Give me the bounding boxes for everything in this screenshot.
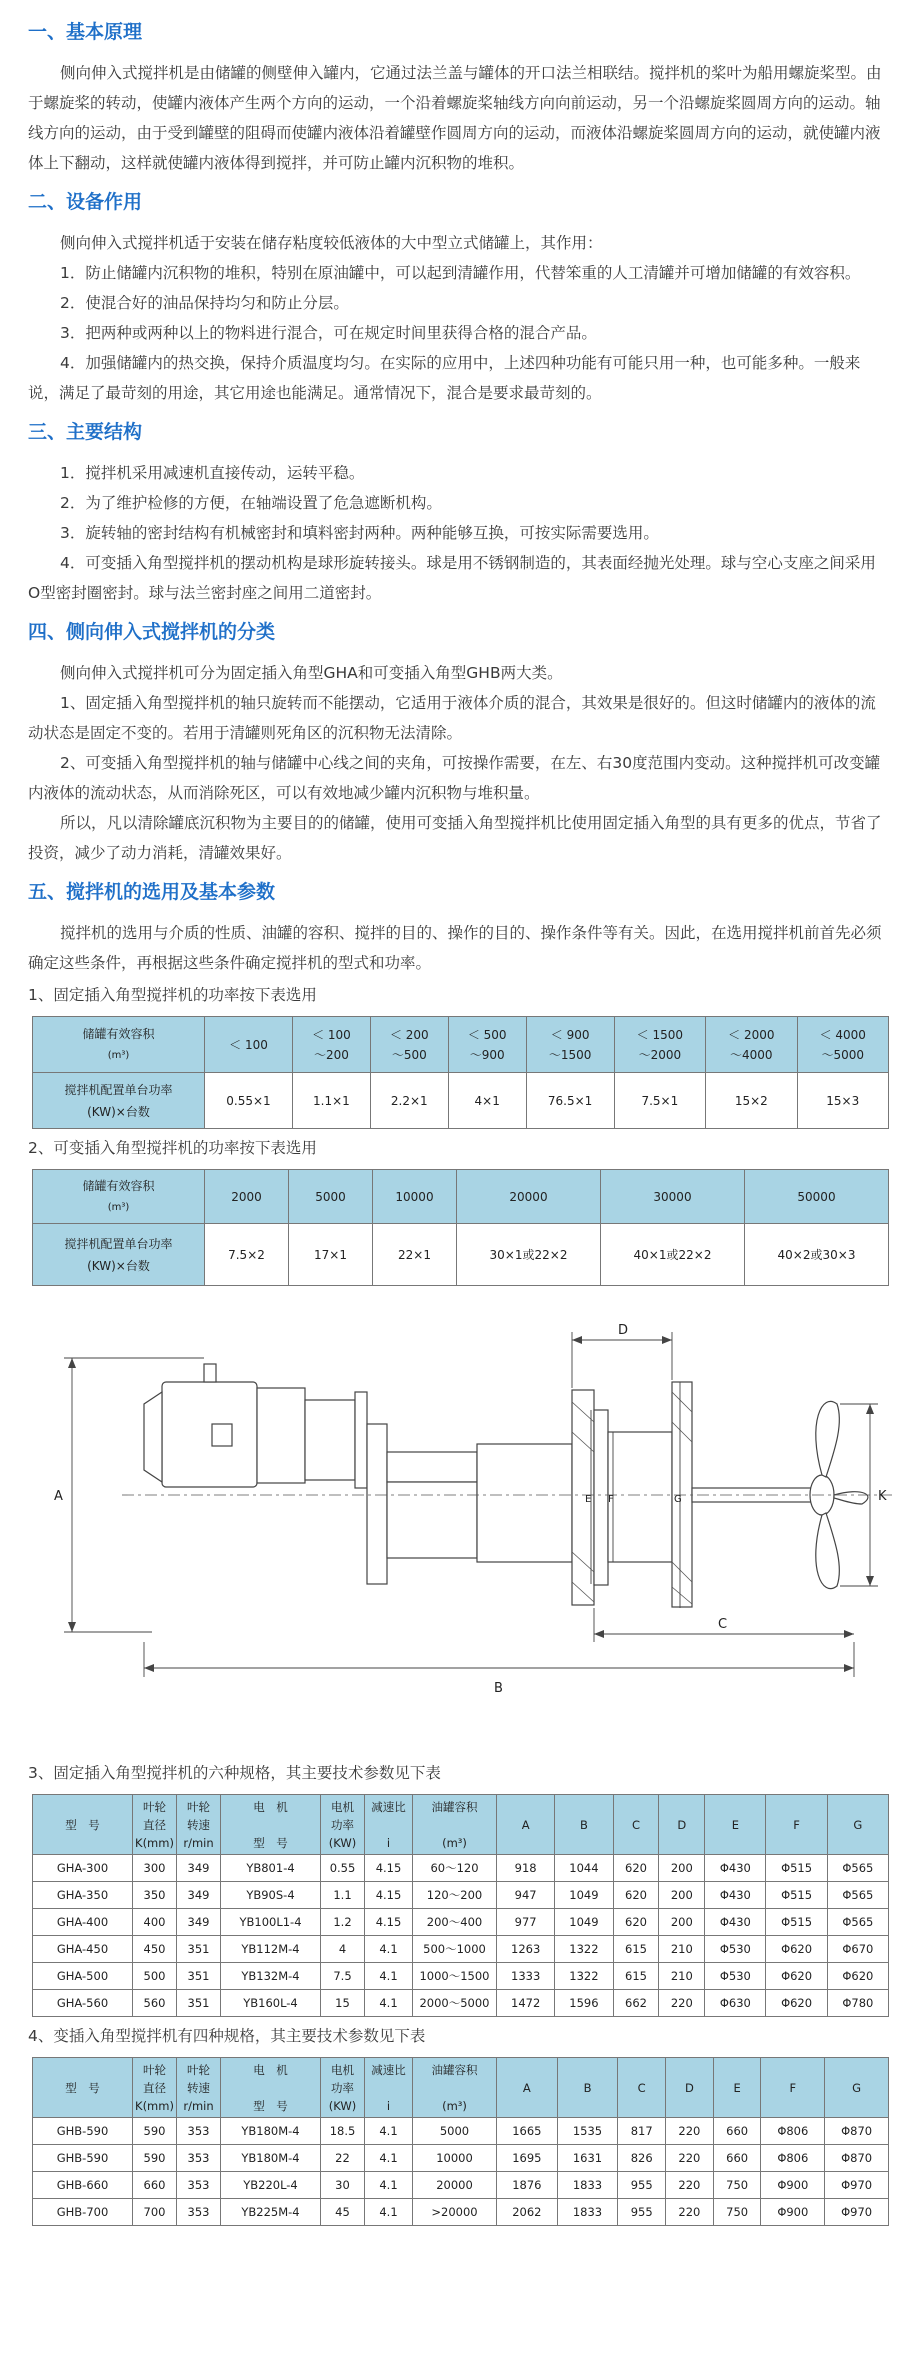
table-cell: 40×1或22×2: [601, 1224, 745, 1286]
coupling: [355, 1392, 367, 1488]
table-header-cell: B: [557, 2058, 618, 2118]
classification-item: 2、可变插入角型搅拌机的轴与储罐中心线之间的夹角，可按操作需要，在左、右30度范围内变动。这种搅拌机可改变罐内液体的流动状态，从而消除死区，可以有效地减少罐内沉积物与堆积量。: [28, 754, 881, 802]
table-cell: 351: [177, 1963, 221, 1990]
seal-box: [477, 1444, 572, 1562]
table-cell: 349: [177, 1855, 221, 1882]
table-row: [33, 1936, 889, 1963]
table-cell: 351: [177, 1936, 221, 1963]
table-cell: Φ620: [827, 1963, 888, 1990]
table-row: [33, 2118, 889, 2145]
table-header-cell: ＜ 900 ～1500: [526, 1017, 614, 1073]
table-row: [33, 2172, 889, 2199]
function-item: 1．防止储罐内沉积物的堆积，特别在原油罐中，可以起到清罐作用，代替笨重的人工清罐并可增加储罐的有效容积。: [60, 264, 861, 282]
table-header-cell: F: [766, 1795, 827, 1855]
classification-item: 1、固定插入角型搅拌机的轴只旋转而不能摆动，它适用于液体介质的混合，其效果是很好的。但这时储罐内的液体的流动状态是固定不变的。若用于清罐则死角区的沉积物无法清除。: [28, 694, 876, 742]
table-cell: YB180M-4: [221, 2145, 321, 2172]
table-cell: 1044: [555, 1855, 613, 1882]
dimension-label-a: A: [54, 1489, 63, 1504]
support-bracket: [367, 1424, 387, 1584]
table-header-cell: 储罐有效容积 (m³): [33, 1017, 205, 1073]
table-cell: 5000: [413, 2118, 497, 2145]
table-cell: 4.1: [365, 1963, 413, 1990]
table-cell: GHB-700: [33, 2199, 133, 2226]
table-cell: 76.5×1: [526, 1073, 614, 1129]
table2-caption: 2、可变插入角型搅拌机的功率按下表选用: [28, 1139, 317, 1157]
table-cell: Φ630: [705, 1990, 766, 2017]
table-row-head: 搅拌机配置单台功率 (KW)×台数: [33, 1224, 205, 1286]
table-cell: 1596: [555, 1990, 613, 2017]
section-title-function: 二、设备作用: [28, 191, 143, 213]
table-cell: GHB-590: [33, 2118, 133, 2145]
table-cell: 1049: [555, 1909, 613, 1936]
table-header-cell: ＜ 2000 ～4000: [706, 1017, 797, 1073]
table-cell: 30: [321, 2172, 365, 2199]
table-cell: 590: [133, 2145, 177, 2172]
table-cell: 1472: [497, 1990, 555, 2017]
table-cell: GHB-590: [33, 2145, 133, 2172]
table-row: [33, 2199, 889, 2226]
table-row-head: 搅拌机配置单台功率 (KW)×台数: [33, 1073, 205, 1129]
table-header-cell: 油罐容积 (m³): [413, 2058, 497, 2118]
table-cell: 0.55: [321, 1855, 365, 1882]
table-cell: Φ970: [825, 2199, 889, 2226]
table-cell: 947: [497, 1882, 555, 1909]
table-cell: 40×2或30×3: [745, 1224, 889, 1286]
table-cell: 1322: [555, 1963, 613, 1990]
table-cell: 10000: [413, 2145, 497, 2172]
table-header-cell: 电 机 型 号: [221, 1795, 321, 1855]
table-cell: 660: [133, 2172, 177, 2199]
motor-lifting-eye: [204, 1364, 216, 1382]
table-cell: 4.1: [365, 1936, 413, 1963]
table-cell: 4.15: [365, 1882, 413, 1909]
section-title-structure: 三、主要结构: [28, 421, 143, 443]
table-header-cell: ＜ 500 ～900: [448, 1017, 526, 1073]
table-header-cell: B: [555, 1795, 613, 1855]
table-cell: YB100L1-4: [221, 1909, 321, 1936]
table-cell: 615: [613, 1963, 659, 1990]
table-cell: 1695: [497, 2145, 558, 2172]
table-header-cell: 30000: [601, 1170, 745, 1224]
table-cell: 977: [497, 1909, 555, 1936]
table-cell: 1833: [557, 2172, 618, 2199]
structure-item: 2．为了维护检修的方便，在轴端设置了危急遮断机构。: [60, 494, 442, 512]
table-cell: 20000: [413, 2172, 497, 2199]
table-cell: 660: [713, 2118, 761, 2145]
table-row: [33, 1990, 889, 2017]
table-cell: 4.15: [365, 1909, 413, 1936]
table-cell: 1000～1500: [413, 1963, 497, 1990]
table3-caption: 3、固定插入角型搅拌机的六种规格，其主要技术参数见下表: [28, 1764, 441, 1782]
table-cell: YB180M-4: [221, 2118, 321, 2145]
table-header-cell: 5000: [289, 1170, 373, 1224]
table-header-cell: 储罐有效容积 (m³): [33, 1170, 205, 1224]
table-cell: 620: [613, 1855, 659, 1882]
table-cell: 200: [659, 1909, 705, 1936]
table-cell: 220: [666, 2145, 714, 2172]
table-cell: 620: [613, 1909, 659, 1936]
table-header-cell: 减速比 i: [365, 2058, 413, 2118]
table-header-cell: 10000: [373, 1170, 457, 1224]
table-row: [33, 1963, 889, 1990]
table-cell: GHA-560: [33, 1990, 133, 2017]
classification-item: 所以，凡以清除罐底沉积物为主要目的的储罐，使用可变插入角型搅拌机比使用固定插入角型的具有更多的优点，节省了投资，减少了动力消耗，清罐效果好。: [28, 814, 882, 862]
table-cell: 662: [613, 1990, 659, 2017]
table-cell: 220: [666, 2118, 714, 2145]
table-cell: 4.1: [365, 2118, 413, 2145]
table-cell: GHA-350: [33, 1882, 133, 1909]
table-cell: 1631: [557, 2145, 618, 2172]
motor-terminal-box: [212, 1424, 232, 1446]
table-header-cell: 叶轮 直径 K(mm): [133, 1795, 177, 1855]
table-cell: 2000～5000: [413, 1990, 497, 2017]
table-header-cell: E: [705, 1795, 766, 1855]
table-cell: 7.5×1: [614, 1073, 705, 1129]
table-cell: 7.5: [321, 1963, 365, 1990]
table-cell: GHA-500: [33, 1963, 133, 1990]
table-cell: YB801-4: [221, 1855, 321, 1882]
table-header-cell: A: [497, 1795, 555, 1855]
table-cell: Φ806: [761, 2145, 825, 2172]
table-cell: 210: [659, 1936, 705, 1963]
table-cell: YB160L-4: [221, 1990, 321, 2017]
function-intro: 侧向伸入式搅拌机适于安装在储存粘度较低液体的大中型立式储罐上，其作用：: [60, 234, 603, 252]
table-header-cell: 型 号: [33, 2058, 133, 2118]
table-cell: 750: [713, 2199, 761, 2226]
table-header-cell: G: [825, 2058, 889, 2118]
structure-item: 3．旋转轴的密封结构有机械密封和填料密封两种。两种能够互换，可按实际需要选用。: [60, 524, 659, 542]
table-cell: 0.55×1: [205, 1073, 293, 1129]
table4-caption: 4、变插入角型搅拌机有四种规格，其主要技术参数见下表: [28, 2027, 426, 2045]
table-cell: 353: [177, 2145, 221, 2172]
table-header-cell: 电 机 型 号: [221, 2058, 321, 2118]
table1-caption: 1、固定插入角型搅拌机的功率按下表选用: [28, 986, 317, 1004]
spec-table-gha: [32, 1794, 889, 2017]
table-cell: 560: [133, 1990, 177, 2017]
table-header-cell: 型 号: [33, 1795, 133, 1855]
table-cell: 918: [497, 1855, 555, 1882]
table-cell: YB132M-4: [221, 1963, 321, 1990]
table-header-cell: 叶轮 转速 r/min: [177, 1795, 221, 1855]
table-row: [33, 1855, 889, 1882]
table-header-cell: G: [827, 1795, 888, 1855]
table-cell: Φ620: [766, 1963, 827, 1990]
table-cell: Φ806: [761, 2118, 825, 2145]
table-cell: 1.1×1: [293, 1073, 371, 1129]
table-header-cell: 油罐容积 (m³): [413, 1795, 497, 1855]
bearing-housing: [387, 1452, 477, 1482]
table-cell: 200～400: [413, 1909, 497, 1936]
table-header-cell: 电机 功率 (KW): [321, 2058, 365, 2118]
table-cell: 826: [618, 2145, 666, 2172]
propeller-blade: [816, 1513, 840, 1589]
table-cell: Φ780: [827, 1990, 888, 2017]
table-row: [33, 2145, 889, 2172]
table-cell: Φ870: [825, 2145, 889, 2172]
table-cell: 2062: [497, 2199, 558, 2226]
table-cell: 60～120: [413, 1855, 497, 1882]
table-cell: 2.2×1: [370, 1073, 448, 1129]
table-cell: 120～200: [413, 1882, 497, 1909]
table-cell: Φ620: [766, 1990, 827, 2017]
table-cell: 300: [133, 1855, 177, 1882]
function-item: 4．加强储罐内的热交换，保持介质温度均匀。在实际的应用中，上述四种功能有可能只用一种，也可能多种。一般来说，满足了最苛刻的用途，其它用途也能满足。通常情况下，混合是要求最苛刻的。: [28, 354, 861, 402]
table-header-cell: E: [713, 2058, 761, 2118]
table-header-cell: 减速比 i: [365, 1795, 413, 1855]
table-cell: 4.15: [365, 1855, 413, 1882]
table-cell: 200: [659, 1882, 705, 1909]
table-header-cell: ＜ 200 ～500: [370, 1017, 448, 1073]
table-cell: 4.1: [365, 1990, 413, 2017]
motor-body: [162, 1382, 257, 1487]
table-cell: 615: [613, 1936, 659, 1963]
table-cell: 22×1: [373, 1224, 457, 1286]
table-header-cell: 2000: [205, 1170, 289, 1224]
table-cell: 7.5×2: [205, 1224, 289, 1286]
seal-housing: [387, 1482, 477, 1558]
table-cell: >20000: [413, 2199, 497, 2226]
table-cell: 1263: [497, 1936, 555, 1963]
table-cell: Φ870: [825, 2118, 889, 2145]
table-cell: 590: [133, 2118, 177, 2145]
table-cell: 350: [133, 1882, 177, 1909]
table-cell: 30×1或22×2: [457, 1224, 601, 1286]
table-cell: Φ515: [766, 1909, 827, 1936]
table-header-cell: C: [613, 1795, 659, 1855]
table-cell: 817: [618, 2118, 666, 2145]
table-cell: 220: [666, 2199, 714, 2226]
selection-paragraph: 搅拌机的选用与介质的性质、油罐的容积、搅拌的目的、操作的目的、操作条件等有关。因此，在选用搅拌机前首先必须确定这些条件，再根据这些条件确定搅拌机的型式和功率。: [28, 924, 882, 972]
table-cell: YB90S-4: [221, 1882, 321, 1909]
dimension-label-g: G: [674, 1494, 682, 1505]
structure-item: 4．可变插入角型搅拌机的摆动机构是球形旋转接头。球是用不锈钢制造的，其表面经抛光处理。球与空心支座之间采用O型密封圈密封。球与法兰密封座之间用二道密封。: [28, 554, 876, 602]
table-cell: Φ430: [705, 1909, 766, 1936]
table-cell: Φ515: [766, 1855, 827, 1882]
table-header-cell: D: [666, 2058, 714, 2118]
table-cell: Φ900: [761, 2172, 825, 2199]
table-row: [33, 1882, 889, 1909]
table-cell: 660: [713, 2145, 761, 2172]
table-cell: 1535: [557, 2118, 618, 2145]
function-item: 3．把两种或两种以上的物料进行混合，可在规定时间里获得合格的混合产品。: [60, 324, 597, 342]
dimension-label-e: E: [585, 1494, 592, 1505]
reducer-flange: [305, 1400, 355, 1480]
propeller-blade: [834, 1492, 868, 1504]
spec-table-ghb: [32, 2057, 889, 2226]
table-cell: 4.1: [365, 2145, 413, 2172]
table-cell: 500: [133, 1963, 177, 1990]
table-header-cell: 50000: [745, 1170, 889, 1224]
table-row: [33, 1909, 889, 1936]
table-cell: 400: [133, 1909, 177, 1936]
table-cell: 18.5: [321, 2118, 365, 2145]
table-cell: 353: [177, 2172, 221, 2199]
dimension-label-c: C: [718, 1617, 728, 1632]
table-cell: 1833: [557, 2199, 618, 2226]
mixer-dimension-diagram: [32, 1312, 892, 1742]
flange-plate: [594, 1410, 608, 1585]
table-cell: YB112M-4: [221, 1936, 321, 1963]
function-item: 2．使混合好的油品保持均匀和防止分层。: [60, 294, 349, 312]
table-cell: GHA-300: [33, 1855, 133, 1882]
table-cell: 349: [177, 1882, 221, 1909]
table-header-cell: F: [761, 2058, 825, 2118]
table-header-cell: 20000: [457, 1170, 601, 1224]
table-header-cell: ＜ 100: [205, 1017, 293, 1073]
table-cell: Φ670: [827, 1936, 888, 1963]
table-cell: 1876: [497, 2172, 558, 2199]
table-cell: 4.1: [365, 2172, 413, 2199]
dimension-label-k: K: [878, 1489, 887, 1504]
table-cell: Φ970: [825, 2172, 889, 2199]
dimension-label-b: B: [494, 1681, 503, 1696]
table-cell: GHA-450: [33, 1936, 133, 1963]
structure-item: 1．搅拌机采用减速机直接传动，运转平稳。: [60, 464, 365, 482]
table-header-cell: ＜ 1500 ～2000: [614, 1017, 705, 1073]
table-header-cell: ＜ 100 ～200: [293, 1017, 371, 1073]
dimension-label-f: F: [608, 1494, 614, 1505]
table-cell: Φ430: [705, 1882, 766, 1909]
section-title-selection: 五、搅拌机的选用及基本参数: [28, 881, 276, 903]
table-cell: 220: [659, 1990, 705, 2017]
table-cell: 700: [133, 2199, 177, 2226]
table-cell: 500～1000: [413, 1936, 497, 1963]
reducer-housing: [257, 1388, 305, 1483]
dimension-label-d: D: [618, 1323, 629, 1338]
power-table-variable: [32, 1169, 889, 1286]
section-title-principle: 一、基本原理: [28, 21, 143, 43]
table-cell: 1.1: [321, 1882, 365, 1909]
power-table-fixed: [32, 1016, 889, 1129]
table-cell: GHA-400: [33, 1909, 133, 1936]
table-cell: Φ530: [705, 1963, 766, 1990]
table-cell: 353: [177, 2118, 221, 2145]
table-cell: 15: [321, 1990, 365, 2017]
table-cell: YB220L-4: [221, 2172, 321, 2199]
table-cell: 1.2: [321, 1909, 365, 1936]
table-cell: 4: [321, 1936, 365, 1963]
principle-paragraph: 侧向伸入式搅拌机是由储罐的侧壁伸入罐内，它通过法兰盖与罐体的开口法兰相联结。搅拌机的桨叶为船用螺旋桨型。由于螺旋桨的转动，使罐内液体产生两个方向的运动，一个沿着螺旋桨轴线方向向前运动，另一个沿螺旋桨圆周方向的运动。轴线方向的运动，由于受到罐壁的阻碍而使罐内液体沿着罐壁作圆周方向的运动，而液体沿螺旋桨圆周方向的运动，就使罐内液体上下翻动，这样就使罐内液体得到搅拌，并可防止罐内沉积物的堆积。: [28, 64, 882, 172]
table-header-cell: ＜ 4000 ～5000: [797, 1017, 888, 1073]
table-cell: 450: [133, 1936, 177, 1963]
table-header-cell: 叶轮 直径 K(mm): [133, 2058, 177, 2118]
table-cell: Φ430: [705, 1855, 766, 1882]
table-cell: Φ900: [761, 2199, 825, 2226]
table-cell: 4.1: [365, 2199, 413, 2226]
table-header-cell: 叶轮 转速 r/min: [177, 2058, 221, 2118]
section-title-classification: 四、侧向伸入式搅拌机的分类: [28, 621, 276, 643]
table-cell: 220: [666, 2172, 714, 2199]
table-cell: Φ565: [827, 1855, 888, 1882]
table-cell: 1665: [497, 2118, 558, 2145]
table-header-cell: C: [618, 2058, 666, 2118]
table-cell: 210: [659, 1963, 705, 1990]
table-cell: 4×1: [448, 1073, 526, 1129]
table-cell: 353: [177, 2199, 221, 2226]
table-cell: 15×2: [706, 1073, 797, 1129]
table-cell: 351: [177, 1990, 221, 2017]
table-cell: 15×3: [797, 1073, 888, 1129]
table-header-cell: A: [497, 2058, 558, 2118]
table-cell: 349: [177, 1909, 221, 1936]
table-cell: 17×1: [289, 1224, 373, 1286]
table-cell: Φ565: [827, 1882, 888, 1909]
table-cell: Φ565: [827, 1909, 888, 1936]
table-cell: 1322: [555, 1936, 613, 1963]
table-cell: 750: [713, 2172, 761, 2199]
table-cell: Φ620: [766, 1936, 827, 1963]
table-cell: 45: [321, 2199, 365, 2226]
table-cell: 1049: [555, 1882, 613, 1909]
table-cell: 200: [659, 1855, 705, 1882]
table-header-cell: D: [659, 1795, 705, 1855]
propeller-blade: [816, 1401, 840, 1477]
table-cell: 955: [618, 2199, 666, 2226]
table-cell: 955: [618, 2172, 666, 2199]
table-cell: 22: [321, 2145, 365, 2172]
table-header-cell: 电机 功率 (KW): [321, 1795, 365, 1855]
classification-item: 侧向伸入式搅拌机可分为固定插入角型GHA和可变插入角型GHB两大类。: [60, 664, 563, 682]
nozzle: [608, 1432, 672, 1562]
table-cell: Φ530: [705, 1936, 766, 1963]
table-cell: YB225M-4: [221, 2199, 321, 2226]
table-cell: 620: [613, 1882, 659, 1909]
table-cell: 1333: [497, 1963, 555, 1990]
motor-fan-cover: [144, 1392, 162, 1482]
table-cell: Φ515: [766, 1882, 827, 1909]
table-cell: GHB-660: [33, 2172, 133, 2199]
